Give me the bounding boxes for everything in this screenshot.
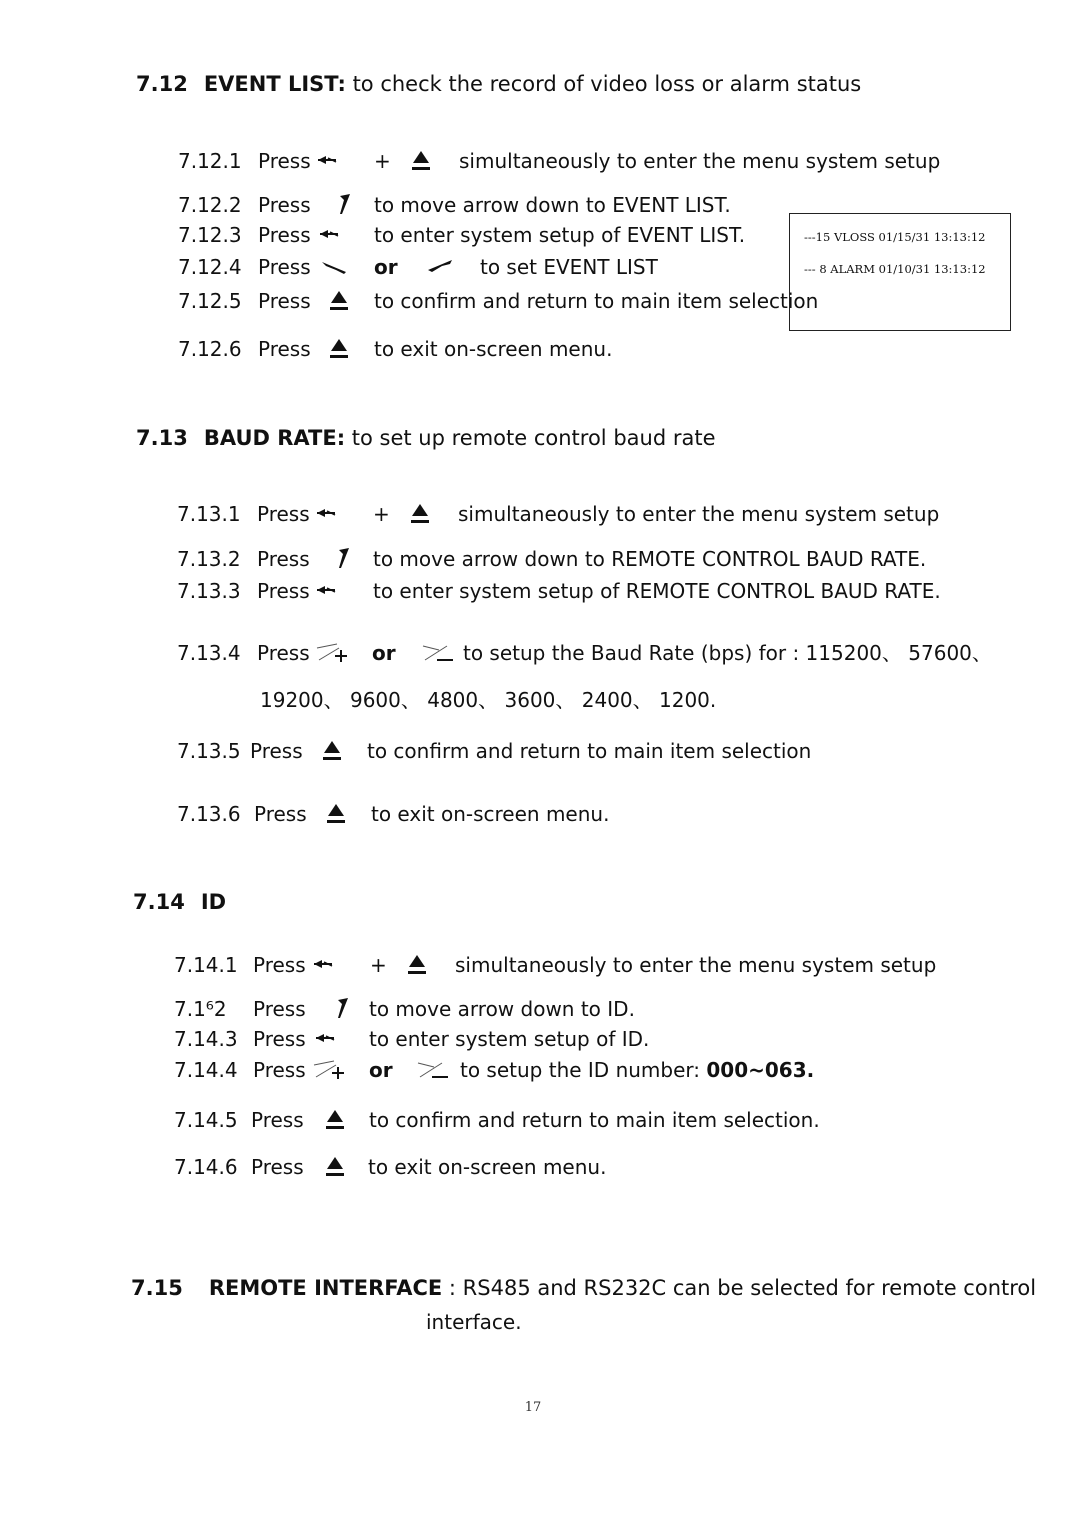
step-number: 7.1⁶2 <box>174 997 227 1021</box>
section-title: REMOTE INTERFACE <box>208 1276 443 1300</box>
section-description: to set up remote control baud rate <box>345 426 716 450</box>
left-arrow-icon <box>313 499 347 529</box>
press-label: Press <box>257 502 310 526</box>
step-number: 7.13.3 <box>177 579 241 603</box>
step-text: to setup the Baud Rate (bps) for : 115200、 57600、 <box>463 641 992 665</box>
step-text: to set EVENT LIST <box>480 255 658 279</box>
or-label: or <box>374 255 398 279</box>
right-bold-arrow-icon <box>424 252 458 282</box>
eject-icon <box>400 950 434 980</box>
press-label: Press <box>258 289 311 313</box>
step-text: to move arrow down to EVENT LIST. <box>374 193 731 217</box>
section-title: BAUD RATE: <box>203 426 346 450</box>
step-text: to enter system setup of REMOTE CONTROL BAUD RATE. <box>373 579 941 603</box>
press-label: Press <box>257 579 310 603</box>
eject-icon <box>315 736 349 766</box>
step-number: 7.12.1 <box>178 149 242 173</box>
event-entry: ---15 VLOSS 01/15/31 13:13:12 <box>804 230 986 244</box>
step-text: to setup the ID number: <box>460 1058 707 1082</box>
step-number: 7.12.3 <box>178 223 242 247</box>
section-description: : RS485 and RS232C can be selected for remote control <box>442 1276 1037 1300</box>
press-label: Press <box>253 1058 306 1082</box>
step-number: 7.13.2 <box>177 547 241 571</box>
step-number: 7.14.3 <box>174 1027 238 1051</box>
press-label: Press <box>253 1027 306 1051</box>
step-text: to move arrow down to ID. <box>369 997 635 1021</box>
minus-slash-icon <box>421 638 455 668</box>
press-label: Press <box>257 547 310 571</box>
press-label: Press <box>251 1108 304 1132</box>
step-number: 7.14.4 <box>174 1058 238 1082</box>
left-arrow-icon <box>316 220 350 250</box>
press-label: Press <box>258 193 311 217</box>
step-text: to enter system setup of EVENT LIST. <box>374 223 746 247</box>
remote-interface-continuation: interface. <box>426 1310 522 1334</box>
section-7-14-heading <box>133 890 226 914</box>
step-number: 7.12.5 <box>178 289 242 313</box>
step-text: simultaneously to enter the menu system setup <box>459 149 941 173</box>
press-label: Press <box>258 223 311 247</box>
left-arrow-icon <box>314 146 348 176</box>
step-number: 7.13.6 <box>177 802 241 826</box>
section-number: 7.15 <box>131 1276 183 1300</box>
press-label: Press <box>253 953 306 977</box>
left-arrow-icon <box>310 950 344 980</box>
section-number: 7.12 <box>136 72 188 96</box>
step-number: 7.13.4 <box>177 641 241 665</box>
press-label: Press <box>258 149 311 173</box>
left-arrow-icon <box>313 576 347 606</box>
press-label: Press <box>258 337 311 361</box>
press-label: Press <box>250 739 303 763</box>
step-text: to exit on-screen menu. <box>368 1155 607 1179</box>
press-label: Press <box>251 1155 304 1179</box>
step-text: simultaneously to enter the menu system setup <box>455 953 937 977</box>
or-label: or <box>372 641 396 665</box>
section-7-15-heading <box>131 1276 1036 1300</box>
or-label: or <box>369 1058 393 1082</box>
section-number: 7.14 <box>133 890 185 914</box>
eject-icon <box>404 146 438 176</box>
step-number: 7.12.6 <box>178 337 242 361</box>
section-7-13-heading <box>136 426 716 450</box>
down-arrow-icon <box>326 994 360 1024</box>
left-arrow-icon <box>312 1024 346 1054</box>
step-number: 7.14.1 <box>174 953 238 977</box>
step-text: to confirm and return to main item selection <box>367 739 812 763</box>
step-text: simultaneously to enter the menu system setup <box>458 502 940 526</box>
eject-icon <box>322 334 356 364</box>
step-text: to confirm and return to main item selection. <box>369 1108 820 1132</box>
section-description: to check the record of video loss or alarm status <box>345 72 862 96</box>
plus-sign: + <box>373 502 390 526</box>
section-title: EVENT LIST: <box>203 72 346 96</box>
down-arrow-icon <box>328 190 362 220</box>
page-number: 17 <box>524 1400 542 1415</box>
step-number: 7.12.2 <box>178 193 242 217</box>
eject-icon <box>318 1105 352 1135</box>
section-number: 7.13 <box>136 426 188 450</box>
step-number: 7.13.1 <box>177 502 241 526</box>
step-text: to enter system setup of ID. <box>369 1027 650 1051</box>
eject-icon <box>322 286 356 316</box>
press-label: Press <box>258 255 311 279</box>
press-label: Press <box>257 641 310 665</box>
plus-sign: + <box>370 953 387 977</box>
step-text: to exit on-screen menu. <box>371 802 610 826</box>
minus-slash-icon <box>416 1055 450 1085</box>
press-label: Press <box>253 997 306 1021</box>
left-bold-arrow-icon <box>318 252 352 282</box>
plus-sign: + <box>374 149 391 173</box>
step-text: to confirm and return to main item selection <box>374 289 819 313</box>
step-number: 7.13.5 <box>177 739 241 763</box>
down-arrow-icon <box>327 544 361 574</box>
id-range-value: 000~063. <box>706 1058 815 1082</box>
event-entry: --- 8 ALARM 01/10/31 13:13:12 <box>804 262 986 276</box>
eject-icon <box>318 1152 352 1182</box>
step-number: 7.14.6 <box>174 1155 238 1179</box>
step-number: 7.12.4 <box>178 255 242 279</box>
press-label: Press <box>254 802 307 826</box>
event-list-display <box>789 213 1011 331</box>
section-7-12-heading <box>136 72 861 96</box>
baud-rate-continuation: 19200、 9600、 4800、 3600、 2400、 1200. <box>260 688 717 712</box>
step-text: to move arrow down to REMOTE CONTROL BAUD RATE. <box>373 547 927 571</box>
eject-icon <box>403 499 437 529</box>
plus-slash-icon <box>315 638 349 668</box>
section-title: ID <box>200 890 227 914</box>
step-text: to exit on-screen menu. <box>374 337 613 361</box>
step-number: 7.14.5 <box>174 1108 238 1132</box>
eject-icon <box>319 799 353 829</box>
step-text-group <box>460 1055 814 1085</box>
plus-slash-icon <box>312 1055 346 1085</box>
